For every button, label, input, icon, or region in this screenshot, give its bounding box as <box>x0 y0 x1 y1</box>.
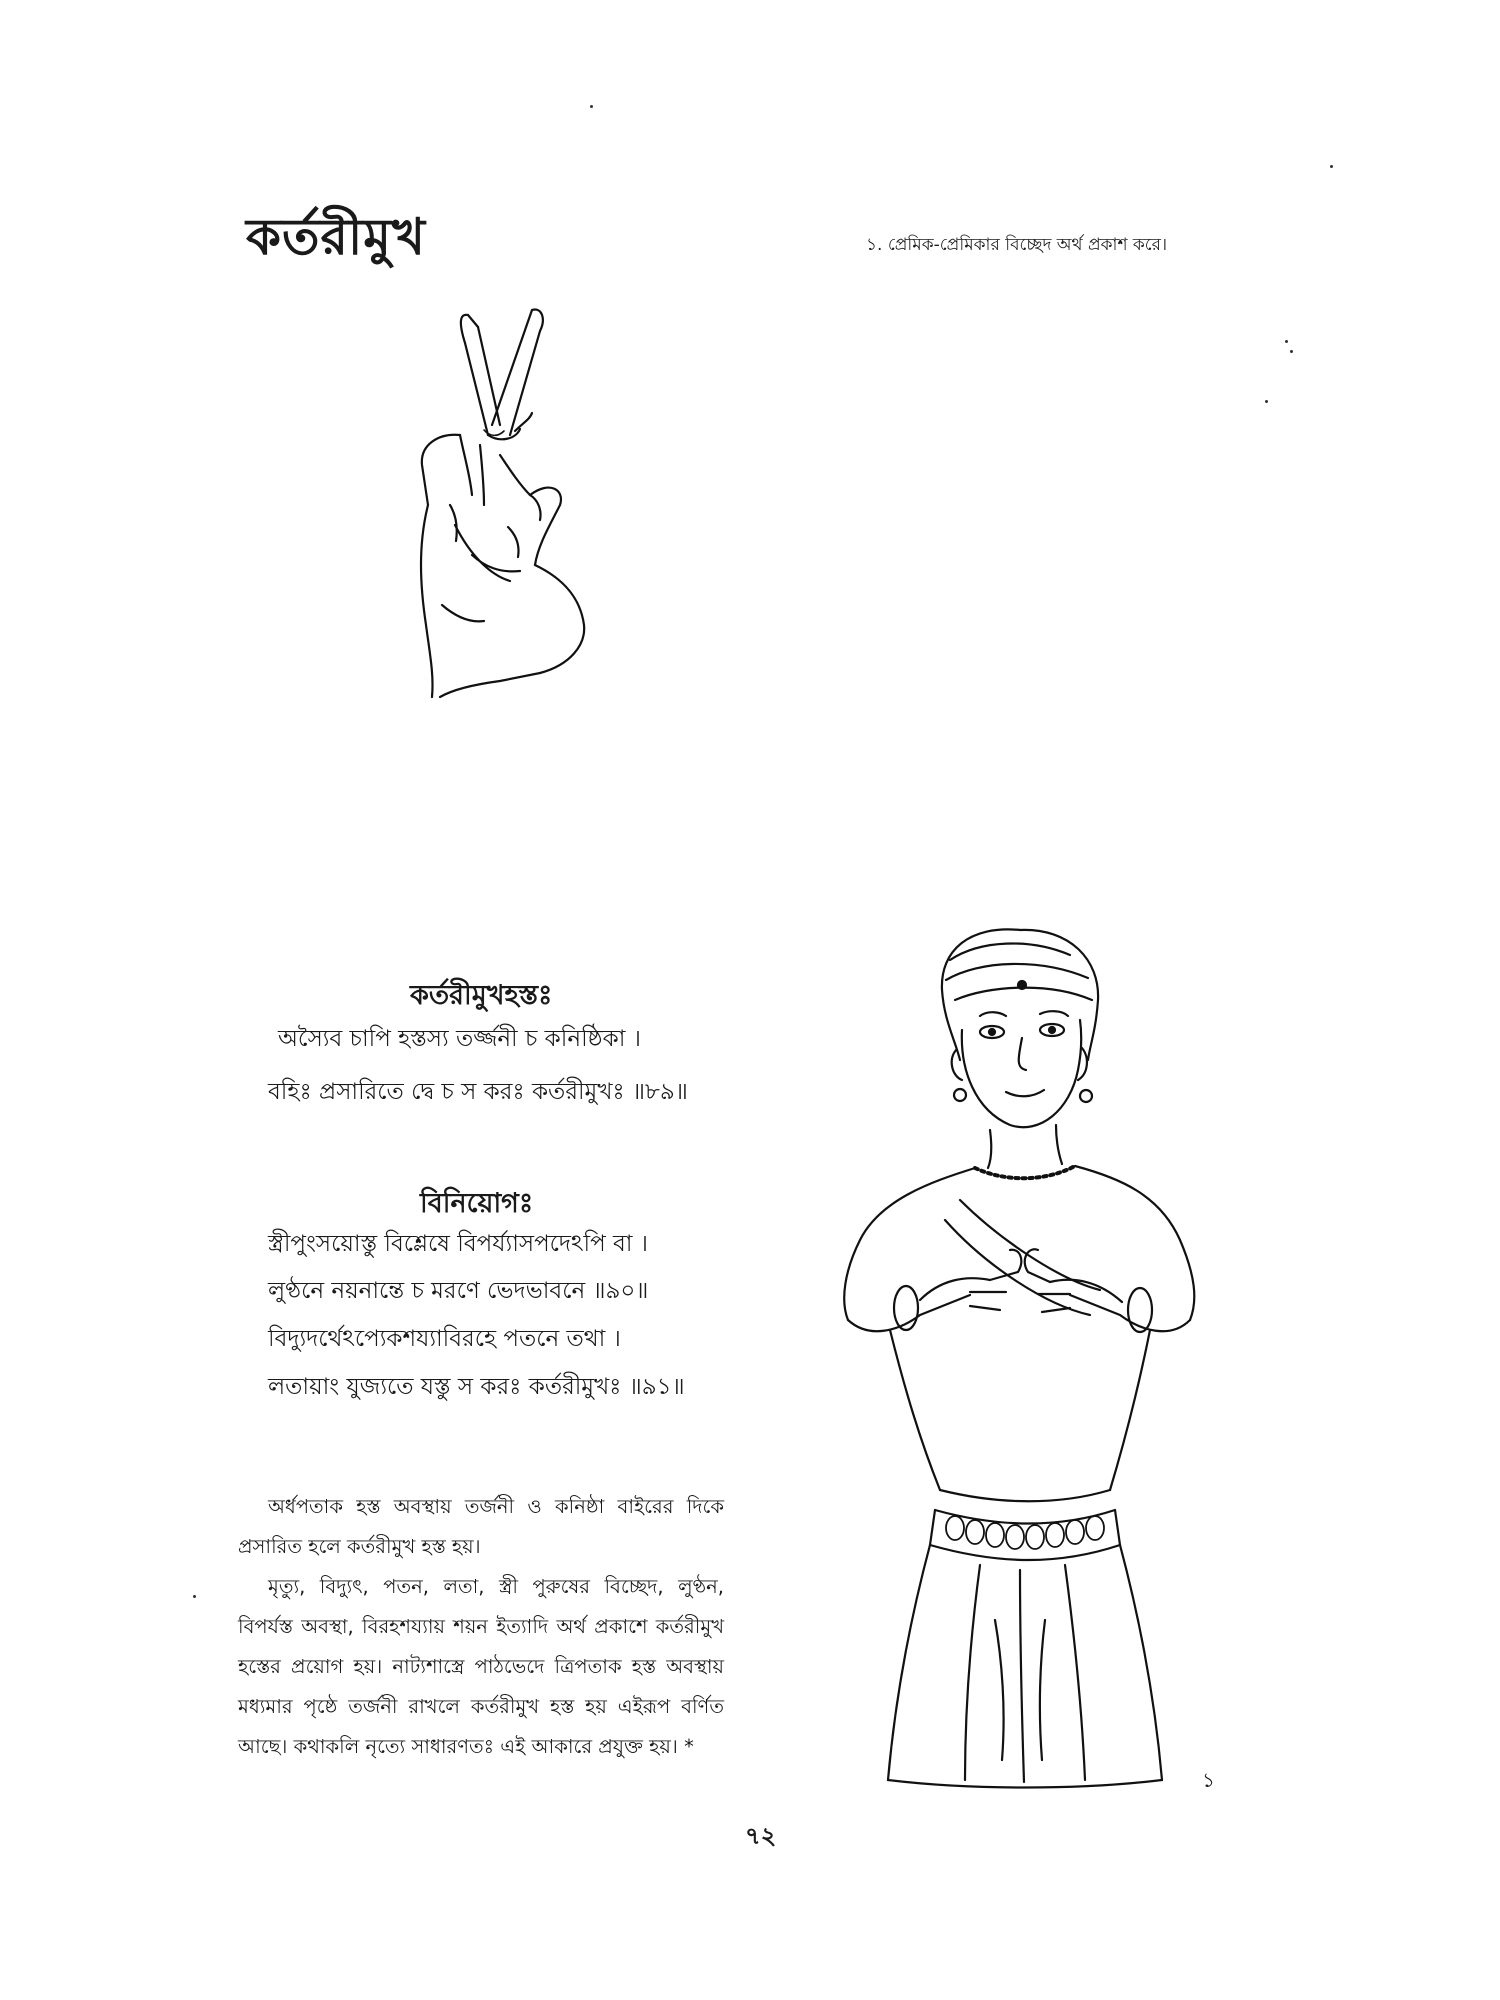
figure-number: ১ <box>1202 1768 1215 1792</box>
scan-speck <box>1265 400 1268 403</box>
verse-line: অস্যৈব চাপি হস্তস্য তর্জ্জনী চ কনিষ্ঠিকা । <box>278 1026 641 1052</box>
description-text <box>238 1487 724 1767</box>
figure-caption-note: ১. প্রেমিক-প্রেমিকার বিচ্ছেদ অর্থ প্রকাশ করে। <box>866 235 1168 255</box>
usage-line: লতায়াং যুজ্যতে যস্তু স করঃ কর্তরীমুখঃ ॥৯১॥ <box>268 1374 685 1400</box>
description-paragraph: অর্ধপতাক হস্ত অবস্থায় তর্জনী ও কনিষ্ঠা বাইরের দিকে প্রসারিত হলে কর্তরীমুখ হস্ত হয়। <box>238 1495 724 1558</box>
scan-speck <box>590 105 593 108</box>
usage-line: স্ত্রীপুংসয়োস্তু বিশ্লেষে বিপর্য্যাসপদেঽপি বা । <box>268 1231 649 1257</box>
page-title: কর্তরীমুখ <box>246 208 426 266</box>
description-paragraph: মৃত্যু, বিদ্যুৎ, পতন, লতা, স্ত্রী পুরুষের বিচ্ছেদ, লুণ্ঠন, বিপর্যস্ত অবস্থা, বিরহশয্যায় শয়ন ইত্যাদি অর্থ প্রকাশে কর্তরীমুখ হস্তের প্রয়োগ হয়। নাট্যশাস্ত্রে পাঠভেদে ত্রিপতাক হস্ত অবস্থায় মধ্যমার পৃষ্ঠে তর্জনী রাখলে কর্তরীমুখ হস্ত হয় এইরূপ বর্ণিত আছে। কথাকলি নৃত্যে সাধারণতঃ এই আকারে প্রযুক্ত হয়। * <box>238 1575 724 1758</box>
scan-speck <box>193 1595 196 1598</box>
scan-speck <box>1285 340 1288 343</box>
usage-line: বিদ্যুদর্থেঽপ্যেকশয্যাবিরহে পতনে তথা । <box>268 1326 621 1352</box>
usage-line: লুণ্ঠনে নয়নান্তে চ মরণে ভেদভাবনে ॥৯০॥ <box>268 1278 649 1304</box>
scan-speck <box>1330 165 1333 168</box>
verse-title: কর্তরীমুখহস্তঃ <box>410 980 553 1011</box>
kartarimukha-hand-illustration <box>360 305 630 705</box>
usage-title: বিনিয়োগঃ <box>420 1188 534 1219</box>
verse-line: বহিঃ প্রসারিতে দ্বে চ স করঃ কর্তরীমুখঃ ॥৮৯॥ <box>268 1079 688 1105</box>
scan-speck <box>1290 350 1293 353</box>
page-number: ৭২ <box>745 1822 777 1850</box>
dancer-illustration <box>770 920 1250 1795</box>
